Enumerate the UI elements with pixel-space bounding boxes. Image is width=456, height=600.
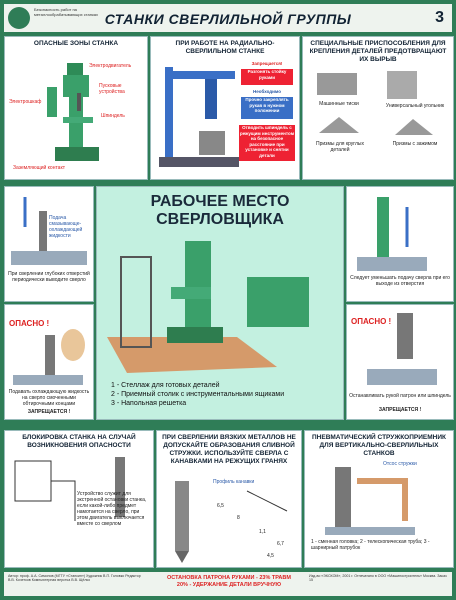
chuck-prohibited: ЗАПРЕЩАЕТСЯ ! bbox=[378, 407, 422, 413]
panel-danger-chuck bbox=[346, 304, 454, 420]
legend-item-2: 2 - Приемный столик с инструментальными ящиками bbox=[111, 391, 285, 398]
panel-title: БЛОКИРОВКА СТАНКА НА СЛУЧАЙ ВОЗНИКНОВЕНИЯ ОПАСНОСТИ bbox=[22, 434, 136, 449]
logo-text: Безопасность работ на металлообрабатывающих станках bbox=[34, 7, 99, 17]
feed-caption: Следует уменьшать подачу сверла при его выходе из отверстия bbox=[350, 275, 450, 287]
fixture-label-prism-clamp: Призмы с зажимом bbox=[392, 141, 438, 147]
prohibited-label: Запрещается! bbox=[251, 61, 283, 66]
panel-feed bbox=[346, 186, 454, 302]
fixture-label-vise: Машинные тиски bbox=[319, 101, 359, 107]
drill-machine-illustration bbox=[5, 37, 147, 179]
dim-5: 4,5 bbox=[267, 553, 274, 559]
gloves-prohibited: ЗАПРЕЩАЕТСЯ ! bbox=[27, 409, 71, 415]
panel-title: ПРИ РАБОТЕ НА РАДИАЛЬНО-СВЕРЛИЛЬНОМ СТАНКЕ bbox=[175, 40, 275, 55]
footer-credits: Автор: проф. А.А. Симонов (МГТУ «Станкин») Художник В.П. Головко Редактор В.В. Кочетков Компьютерная верстка В.В. Щёлко bbox=[8, 574, 141, 583]
panel-title: СПЕЦИАЛЬНЫЕ ПРИСПОСОБЛЕНИЯ ДЛЯ КРЕПЛЕНИЯ ДЕТАЛЕЙ ПРЕДОТВРАЩАЮТ ИХ ВЫРЫВ bbox=[309, 40, 447, 63]
page-number: 3 bbox=[435, 9, 444, 26]
dim-1: 6,5 bbox=[217, 503, 224, 509]
legend-item-1: 1 - Стеллаж для готовых деталей bbox=[111, 382, 220, 389]
header bbox=[4, 4, 452, 32]
danger-label: ОПАСНО ! bbox=[351, 317, 392, 326]
chuck-caption: Останавливать рукой патрон или шпиндель bbox=[349, 393, 451, 399]
legend-item-3: 3 - Напольная решетка bbox=[111, 400, 187, 407]
required-label: Необходимо bbox=[253, 89, 281, 94]
panel-fixtures bbox=[302, 36, 454, 180]
label-ground-contact: Заземляющий контакт bbox=[13, 165, 65, 171]
footer-stat-1: ОСТАНОВКА ПАТРОНА РУКАМИ - 23% ТРАВМ bbox=[167, 575, 291, 581]
prohibited-text: Разгонять стойку руками bbox=[241, 69, 293, 85]
coolant-illustration bbox=[5, 187, 93, 301]
dim-2: 8 bbox=[237, 515, 240, 521]
panel-pneumatic bbox=[304, 430, 454, 568]
workplace-panel bbox=[96, 186, 344, 420]
coolant-label: Подача смазывающе-охлаждающей жидкости bbox=[49, 215, 83, 239]
dim-3: 1,1 bbox=[259, 529, 266, 535]
groove-profile-label: Профиль канавки bbox=[213, 479, 255, 485]
chip-suction-label: Отсос стружки bbox=[383, 461, 417, 467]
panel-radial-drill bbox=[150, 36, 300, 180]
dim-4: 6,7 bbox=[277, 541, 284, 547]
chuck-illustration bbox=[347, 305, 453, 419]
blocking-text: Устройство служит для экстренной остановки станка, если какой-либо предмет намотается на сверло, при этом двигатель выключается вместе со сверлом bbox=[77, 491, 147, 527]
panel-blocking bbox=[4, 430, 154, 568]
panel-danger-zones bbox=[4, 36, 148, 180]
label-electric-cabinet: Электрошкаф bbox=[9, 99, 42, 105]
footer-statistics bbox=[154, 575, 304, 589]
fixture-label-prism: Призмы для круглых деталей bbox=[316, 141, 364, 153]
gloves-caption: Подавать охлаждающую жидкость на сверло смоченными обтирочными концами bbox=[8, 389, 90, 407]
panel-title: ПНЕВМАТИЧЕСКИЙ СТРУЖКОПРИЕМНИК ДЛЯ ВЕРТИКАЛЬНО-СВЕРЛИЛЬНЫХ СТАНКОВ bbox=[312, 434, 446, 457]
coolant-caption: При сверлении глубоких отверстий периодически выводите сверло bbox=[8, 271, 90, 283]
page-title: СТАНКИ СВЕРЛИЛЬНОЙ ГРУППЫ bbox=[104, 11, 352, 27]
footer bbox=[4, 572, 452, 596]
fixture-label-angle: Универсальный угольник bbox=[385, 103, 445, 109]
required-text: Прочно закреплять рукав в нужном положении bbox=[241, 97, 293, 119]
panel-title: ОПАСНЫЕ ЗОНЫ СТАНКА bbox=[33, 40, 119, 47]
footer-stat-2: 20% - УДЕРЖАНИЕ ДЕТАЛИ ВРУЧНУЮ bbox=[176, 582, 282, 588]
label-electric-motor: Электродвигатель bbox=[89, 63, 132, 69]
panel-danger-gloves bbox=[4, 304, 94, 420]
label-start-devices: Пусковые устройства bbox=[99, 83, 125, 95]
workplace-title-line2: СВЕРЛОВЩИКА bbox=[156, 211, 284, 228]
workplace-legend bbox=[111, 381, 331, 408]
pneumatic-legend: 1 - сменная головка; 2 - телескопическая труба; 3 - шарнирный патрубок bbox=[311, 539, 430, 551]
danger-label: ОПАСНО ! bbox=[9, 319, 50, 328]
panel-viscous-metals bbox=[156, 430, 302, 568]
retract-text: Отводить шпиндель с режущим инструментом на безопасное расстояние при установке и снятии детали bbox=[239, 125, 295, 161]
workplace-title-line1: РАБОЧЕЕ МЕСТО bbox=[150, 193, 290, 210]
label-spindle: Шпиндель bbox=[101, 113, 125, 119]
panel-coolant bbox=[4, 186, 94, 302]
footer-publisher: Изд-во «ЭКСКОМ», 2001 г. Отпечатано в ООО «Машиностроитель» Москва. Заказ 15 bbox=[309, 574, 447, 583]
panel-title: ПРИ СВЕРЛЕНИИ ВЯЗКИХ МЕТАЛЛОВ НЕ ДОПУСКАЙТЕ ОБРАЗОВАНИЯ СЛИВНОЙ СТРУЖКИ. ИСПОЛЬЗУЙТЕ СВЕРЛА С КАНАВКАМИ НА РЕЖУЩИХ ГРАНЯХ bbox=[162, 434, 296, 465]
